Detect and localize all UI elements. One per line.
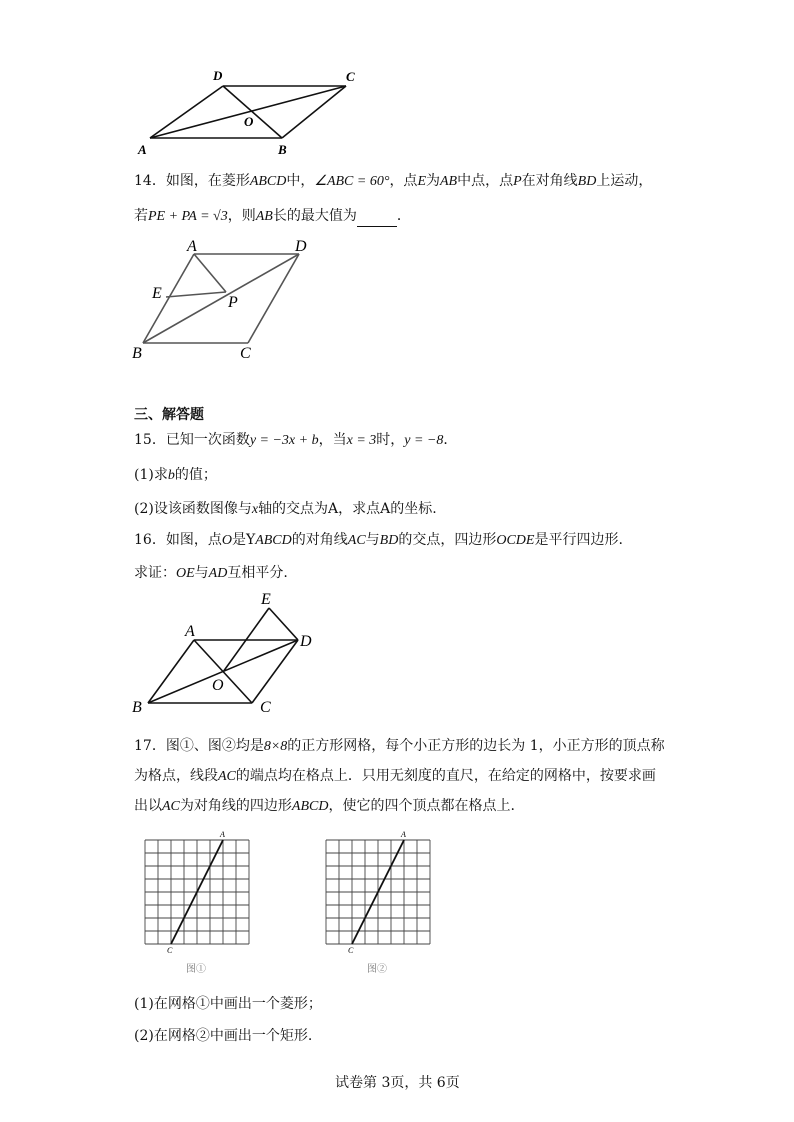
side-dc xyxy=(248,254,299,343)
q17-line2: 为格点，线段AC的端点均在格点上．只用无刻度的直尺，在给定的网格中，按要求画 xyxy=(134,768,656,784)
label-e: E xyxy=(152,285,162,302)
q17-line3: 出以AC为对角线的四边形ABCD，使它的四个顶点都在格点上. xyxy=(134,798,515,814)
q14-line1: 14．如图，在菱形ABCD中，∠ABC = 60°，点E为AB中点，点P在对角线BD上运动， xyxy=(134,173,653,189)
label-p: P xyxy=(228,294,238,311)
label-a: A xyxy=(138,142,147,157)
q14-line2: 若PE + PA = √3，则AB长的最大值为 ． xyxy=(134,206,411,227)
q16-number: 16 xyxy=(134,532,152,548)
label-d: D xyxy=(295,238,307,255)
side-ed xyxy=(269,608,298,640)
grid2-label-a: A xyxy=(401,830,406,839)
label-a: A xyxy=(185,623,195,640)
figure-rhombus-abcd xyxy=(128,236,318,366)
side-ab xyxy=(143,254,194,343)
grid1-label-a: A xyxy=(220,830,225,839)
q17-part2: (2)在网格②中画出一个矩形. xyxy=(134,1028,313,1044)
segment-ep xyxy=(166,292,226,297)
label-o: O xyxy=(212,677,224,694)
grid2-caption: 图② xyxy=(367,964,387,975)
label-e: E xyxy=(261,591,271,608)
q15-part1: (1)求b的值； xyxy=(134,467,217,483)
q17-number: 17 xyxy=(134,738,152,754)
label-d: D xyxy=(213,68,223,83)
section-title: 三、解答题 xyxy=(134,407,204,423)
label-a: A xyxy=(187,238,197,255)
q15-part2: (2)设该函数图像与x轴的交点为A，求点A的坐标. xyxy=(134,501,437,517)
label-b: B xyxy=(132,699,142,716)
label-c: C xyxy=(260,699,271,716)
segment-ap xyxy=(194,254,226,292)
q17-part1: (1)在网格①中画出一个菱形； xyxy=(134,996,322,1012)
q15-line1: 15．已知一次函数y = −3x + b，当x = 3时，y = −8． xyxy=(134,432,458,448)
label-d: D xyxy=(300,633,312,650)
q16-line1: 16．如图，点O是YABCD的对角线AC与BD的交点，四边形OCDE是平行四边形. xyxy=(134,532,623,548)
q16-line2: 求证：OE与AD互相平分. xyxy=(134,565,288,581)
figure-parallelogram-abcd xyxy=(130,60,360,160)
grid-figure-2 xyxy=(319,828,449,980)
diagonal-bd xyxy=(143,254,299,343)
label-b: B xyxy=(278,142,287,157)
label-c: C xyxy=(346,69,355,84)
grid-figure-1 xyxy=(138,828,268,980)
grid1-label-c: C xyxy=(167,946,173,955)
label-o: O xyxy=(244,114,254,129)
q14-number: 14 xyxy=(134,173,152,189)
grid2-label-c: C xyxy=(348,946,354,955)
q17-line1: 17．图①、图②均是8×8的正方形网格，每个小正方形的边长为 1，小正方形的顶点称 xyxy=(134,738,665,754)
diagonal-ac xyxy=(150,86,346,138)
q15-number: 15 xyxy=(134,432,152,448)
figure-parallelogram-ocde xyxy=(128,588,328,718)
side-da xyxy=(150,86,223,138)
diagonal-bd xyxy=(223,86,282,138)
label-c: C xyxy=(240,345,251,362)
grid1-caption: 图① xyxy=(186,964,206,975)
page-footer: 试卷第 3页，共 6页 xyxy=(335,1075,460,1091)
label-b: B xyxy=(132,345,142,362)
answer-blank[interactable] xyxy=(357,212,397,227)
